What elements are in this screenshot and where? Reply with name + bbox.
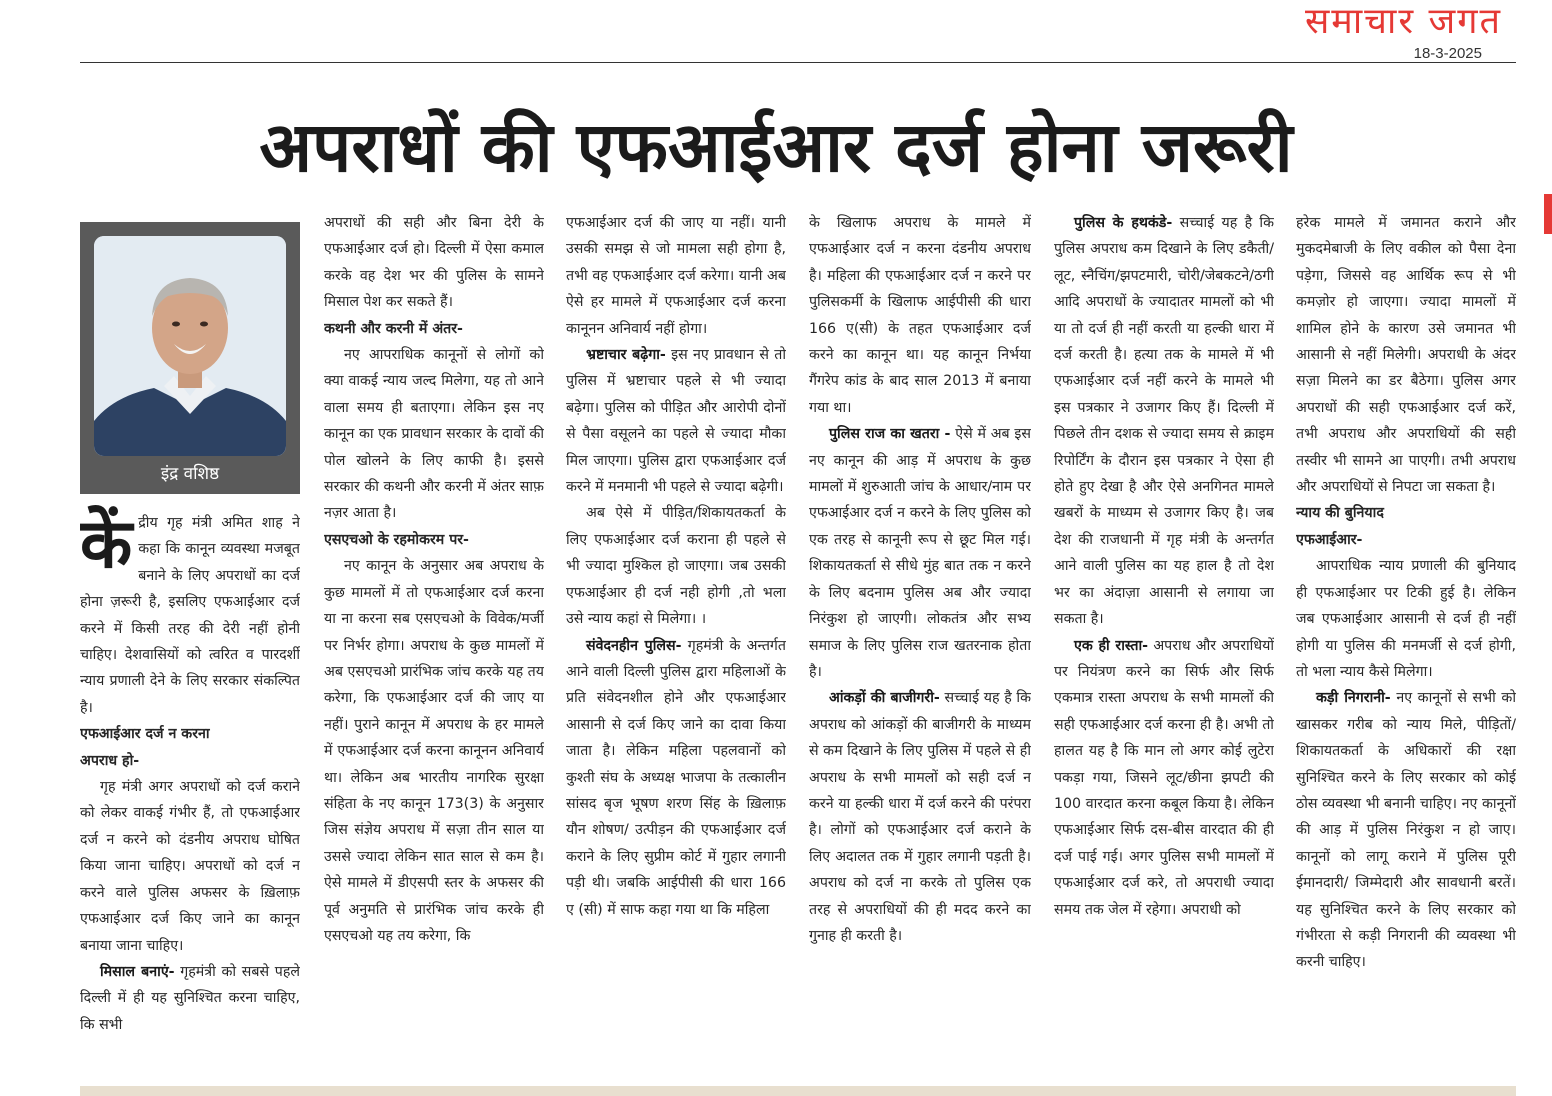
subhead-sho-mercy: एसएचओ के रहमोकरम पर-: [324, 531, 469, 548]
paragraph: अपराधों की सही और बिना देरी के एफआईआर दर्ज हो। दिल्ली में ऐसा कमाल करके वह देश भर की पुलिस के सामने मिसाल पेश कर सकते हैं।: [324, 215, 544, 311]
column-3: [566, 210, 786, 1082]
inline-subhead: पुलिस राज का खतरा -: [829, 426, 951, 443]
column-2: [324, 210, 544, 1082]
paragraph-text: सच्चाई यह है कि अपराध को आंकड़ों की बाजीगरी के माध्यम से कम दिखाने के लिए पुलिस में पहले से ही अपराध के सभी मामलों को सही दर्ज न करने या हल्की धारा में दर्ज करने की परंपरा है। लोगों को एफआईआर दर्ज कराने के लिए अदालत तक में गुहार लगानी पड़ती है। अपराध को दर्ज ना करके तो पुलिस एक तरह से अपराधियों की ही मदद करने का गुनाह ही करती है।: [809, 690, 1031, 944]
paragraph-text: ऐसे में अब इस नए कानून की आड़ में अपराध के कुछ मामलों में शुरुआती जांच के आधार/नाम पर एफआईआर दर्ज न करने के लिए पुलिस को एक तरह से कानूनी रूप से छूट मिल गई। शिकायतकर्ता से सीधे मुंह बात तक न करने के लिए बदनाम पुलिस अब और ज्यादा निरंकुश हो जाएगी। लोकतंत्र और सभ्य समाज के लिए पुलिस राज खतरनाक होता है।: [809, 426, 1031, 680]
publication-date: 18-3-2025: [1413, 45, 1482, 62]
paragraph-text: गृहमंत्री को सबसे पहले दिल्ली में ही यह सुनिश्चित करना चाहिए, कि सभी: [80, 963, 300, 1033]
paragraph: गृह मंत्री अगर अपराधों को दर्ज कराने को लेकर वाकई गंभीर हैं, तो एफआईआर दर्ज न करने को दंडनीय अपराध घोषित किया जाना चाहिए। अपराधों को दर्ज न करने वाले पुलिस अफसर के ख़िलाफ़ एफआईआर दर्ज किए जाने का कानून बनाया जाना चाहिए।: [80, 779, 300, 954]
column-1: [80, 210, 300, 1082]
paragraph: [809, 421, 1031, 685]
subhead-fir-crime-line1: एफआईआर दर्ज न करना: [80, 726, 210, 743]
paragraph: [566, 342, 786, 500]
lead-paragraph: द्रीय गृह मंत्री अमित शाह ने कहा कि कानून व्यवस्था मजबूत बनाने के लिए अपराधों का दर्ज होना ज़रूरी है, इसलिए एफआईआर दर्ज करने में किसी तरह की देरी नहीं होनी चाहिए। देशवासियों को त्वरित व पारदर्शी न्याय प्रणाली देने के लिए सरकार संकल्पित है।: [80, 515, 300, 716]
inline-subhead: संवेदनहीन पुलिस-: [586, 637, 682, 654]
paragraph: [80, 959, 300, 1038]
drop-cap: कें: [80, 505, 133, 584]
paragraph: [1054, 210, 1274, 633]
paragraph: नए कानून के अनुसार अब अपराध के कुछ मामलों में तो एफआईआर दर्ज करना या ना करना सब एसएचओ के विवेक/मर्जी पर निर्भर होगा। अपराध के कुछ मामलों में अब एसएचओ प्रारंभिक जांच करके यह तय करेगा, कि एफआईआर दर्ज की जाए या नहीं। पुराने कानून में अपराध के हर मामले में एफआईआर दर्ज करना कानूनन अनिवार्य था। लेकिन अब भारतीय नागरिक सुरक्षा संहिता के नए कानून 173(3) के अनुसार जिस संज्ञेय अपराध में सज़ा तीन साल या उससे ज्यादा लेकिन सात साल से कम है। ऐसे मामले में डीएसपी स्तर के अफसर की पूर्व अनुमति से प्रारंभिक जांच करके ही एसएचओ यह तय करेगा, कि: [324, 558, 544, 944]
paragraph-text: इस नए प्रावधान से तो पुलिस में भ्रष्टाचार पहले से भी ज्यादा बढ़ेगा। पुलिस को पीड़ित और आरोपी दोनों से पैसा वसूलने का पहले से ज्यादा मौका मिल जाएगा। पुलिस द्वारा एफआईआर दर्ज करने में मनमानी भी पहले से ज्यादा बढ़ेगी।: [566, 347, 786, 496]
subhead-justice-foundation-line1: न्याय की बुनियाद: [1296, 505, 1384, 522]
author-name: इंद्र वशिष्ठ: [160, 464, 220, 484]
paragraph: आपराधिक न्याय प्रणाली की बुनियाद ही एफआईआर पर टिकी हुई है। लेकिन जब एफआईआर आसानी से दर्ज ही नहीं होगी या पुलिस की मनमर्जी से दर्ज होगी, तो भला न्याय कैसे मिलेगा।: [1296, 558, 1516, 680]
article-headline: अपराधों की एफआईआर दर्ज होना जरूरी: [259, 108, 1293, 188]
paragraph-text: अपराध और अपराधियों पर नियंत्रण करने का सिर्फ और सिर्फ एकमात्र रास्ता अपराध के सभी मामलों की सही एफआईआर दर्ज करना ही है। अभी तो हालत यह है कि मान लो अगर कोई लुटेरा पकड़ा गया, जिसने लूट/छीना झपटी की 100 वारदात करना कबूल किया है। लेकिन एफआईआर सिर्फ दस-बीस वारदात की ही दर्ज पाई गई। अगर पुलिस सभी मामलों में एफआईआर दर्ज करे, तो अपराधी ज्यादा समय तक जेल में रहेगा। अपराधी को: [1054, 637, 1274, 918]
paragraph-text: सच्चाई यह है कि पुलिस अपराध कम दिखाने के लिए डकैती/लूट, स्नैचिंग/झपटमारी, चोरी/जेबकटने/ठगी आदि अपराधों के ज्यादातर मामलों को भी या तो दर्ज ही नहीं करती या हल्की धारा में दर्ज करती है। हत्या तक के मामले में भी एफआईआर दर्ज नहीं करने के मामले भी इस पत्रकार ने उजागर किए हैं। दिल्ली में पिछले तीन दशक से ज्यादा समय से क्राइम रिपोर्टिंग के दौरान इस पत्रकार ने ऐसा ही होते हुए देखा है और ऐसे अनगिनत मामले खबरों के माध्यम से उजागर किए है। जब देश की राजधानी में गृह मंत्री के अन्तर्गत आने वाली पुलिस का यह हाल है तो देश भर का अंदाज़ा आसानी से लगाया जा सकता है।: [1054, 215, 1274, 628]
column-1-text: [80, 505, 300, 1038]
inline-subhead: मिसाल बनाएं-: [100, 963, 175, 980]
column-4: [809, 210, 1031, 1082]
paragraph: [809, 685, 1031, 949]
subhead-words-vs-deeds: कथनी और करनी में अंतर-: [324, 320, 463, 337]
paragraph: एफआईआर दर्ज की जाए या नहीं। यानी उसकी समझ से जो मामला सही होगा है, तभी वह एफआईआर दर्ज करेगा। यानी अब ऐसे हर मामले में एफआईआर दर्ज करना कानूनन अनिवार्य नहीं होगा।: [566, 215, 786, 337]
edge-color-marker: [1544, 194, 1552, 234]
newspaper-brand: समाचार जगत: [1304, 1, 1502, 42]
paragraph: [1296, 685, 1516, 975]
paragraph: [1054, 633, 1274, 923]
subhead-justice-foundation-line2: एफआईआर-: [1296, 531, 1363, 548]
paragraph: अब ऐसे में पीड़ित/शिकायतकर्ता के लिए एफआईआर दर्ज कराना ही पहले से भी ज्यादा मुश्किल हो जाएगा। जब उसकी एफआईआर ही दर्ज नही होगी ,तो भला उसे न्याय कहां से मिलेगा। ।: [566, 505, 786, 628]
bottom-strip: [80, 1086, 1516, 1096]
inline-subhead: पुलिस के हथकंडे-: [1074, 215, 1173, 231]
subhead-fir-crime-line2: अपराध हो-: [80, 752, 140, 769]
inline-subhead: आंकड़ों की बाजीगरी-: [829, 690, 940, 707]
article-columns: [80, 210, 1520, 1082]
inline-subhead: एक ही रास्ता-: [1074, 637, 1149, 654]
paragraph: नए आपराधिक कानूनों से लोगों को क्या वाकई न्याय जल्द मिलेगा, यह तो आने वाला समय ही बताएगा। लेकिन इस नए कानून का एक प्रावधान सरकार के दावों की पोल खोलने के लिए काफी है। इससे सरकार की कथनी और करनी में अंतर साफ़ नज़र आता है।: [324, 347, 544, 522]
column-6: [1296, 210, 1516, 1082]
top-divider: [80, 62, 1516, 63]
paragraph: हरेक मामले में जमानत कराने और मुकदमेबाजी के लिए वकील को पैसा देना पड़ेगा, जिससे वह आर्थिक रूप से भी कमज़ोर हो जाएगा। ज्यादा मामलों में शामिल होने के कारण उसे जमानत भी आसानी से नहीं मिलेगी। अपराधी के अंदर सज़ा मिलने का डर बैठेगा। पुलिस अगर अपराधों की सही एफआईआर दर्ज करें, तभी अपराध और अपराधियों की सही तस्वीर भी सामने आ पाएगी। तभी अपराध और अपराधियों से निपटा जा सकता है।: [1296, 215, 1516, 496]
paragraph-text: गृहमंत्री के अन्तर्गत आने वाली दिल्ली पुलिस द्वारा महिलाओं के प्रति संवेदनशील होने और एफआईआर आसानी से दर्ज किए जाने का दावा किया जाता है। लेकिन महिला पहलवानों को कुश्ती संघ के अध्यक्ष भाजपा के तत्कालीन सांसद बृज भूषण शरण सिंह के ख़िलाफ़ यौन शोषण/ उत्पीड़न की एफआईआर दर्ज कराने के लिए सुप्रीम कोर्ट में गुहार लगानी पड़ी थी। जबकि आईपीसी की धारा 166 ए (सी) में साफ कहा गया था कि महिला: [566, 637, 786, 918]
inline-subhead: कड़ी निगरानी-: [1316, 690, 1391, 707]
column-5: [1054, 210, 1274, 1082]
paragraph-text: नए कानूनों से सभी को खासकर गरीब को न्याय मिले, पीड़ितों/शिकायतकर्ता के अधिकारों की रक्षा सुनिश्चित करने के लिए सरकार को कोई ठोस व्यवस्था भी बनानी चाहिए। नए कानूनों की आड़ में पुलिस निरंकुश न हो जाए। कानूनों को लागू कराने में पुलिस पूरी ईमानदारी/ जिम्मेदारी और सावधानी बरतें। यह सुनिश्चित करने के लिए सरकार को गंभीरता से कड़ी निगरानी की व्यवस्था भी करनी चाहिए।: [1296, 690, 1516, 971]
masthead: [1305, 0, 1502, 62]
paragraph: [566, 633, 786, 923]
paragraph: के खिलाफ अपराध के मामले में एफआईआर दर्ज न करना दंडनीय अपराध है। महिला की एफआईआर दर्ज न करने पर पुलिसकर्मी के खिलाफ आईपीसी की धारा 166 ए(सी) के तहत एफआईआर दर्ज करने का कानून था। यह कानून निर्भया गैंगरेप कांड के बाद साल 2013 में बनाया गया था।: [809, 215, 1031, 416]
inline-subhead: भ्रष्टाचार बढ़ेगा-: [586, 347, 666, 364]
